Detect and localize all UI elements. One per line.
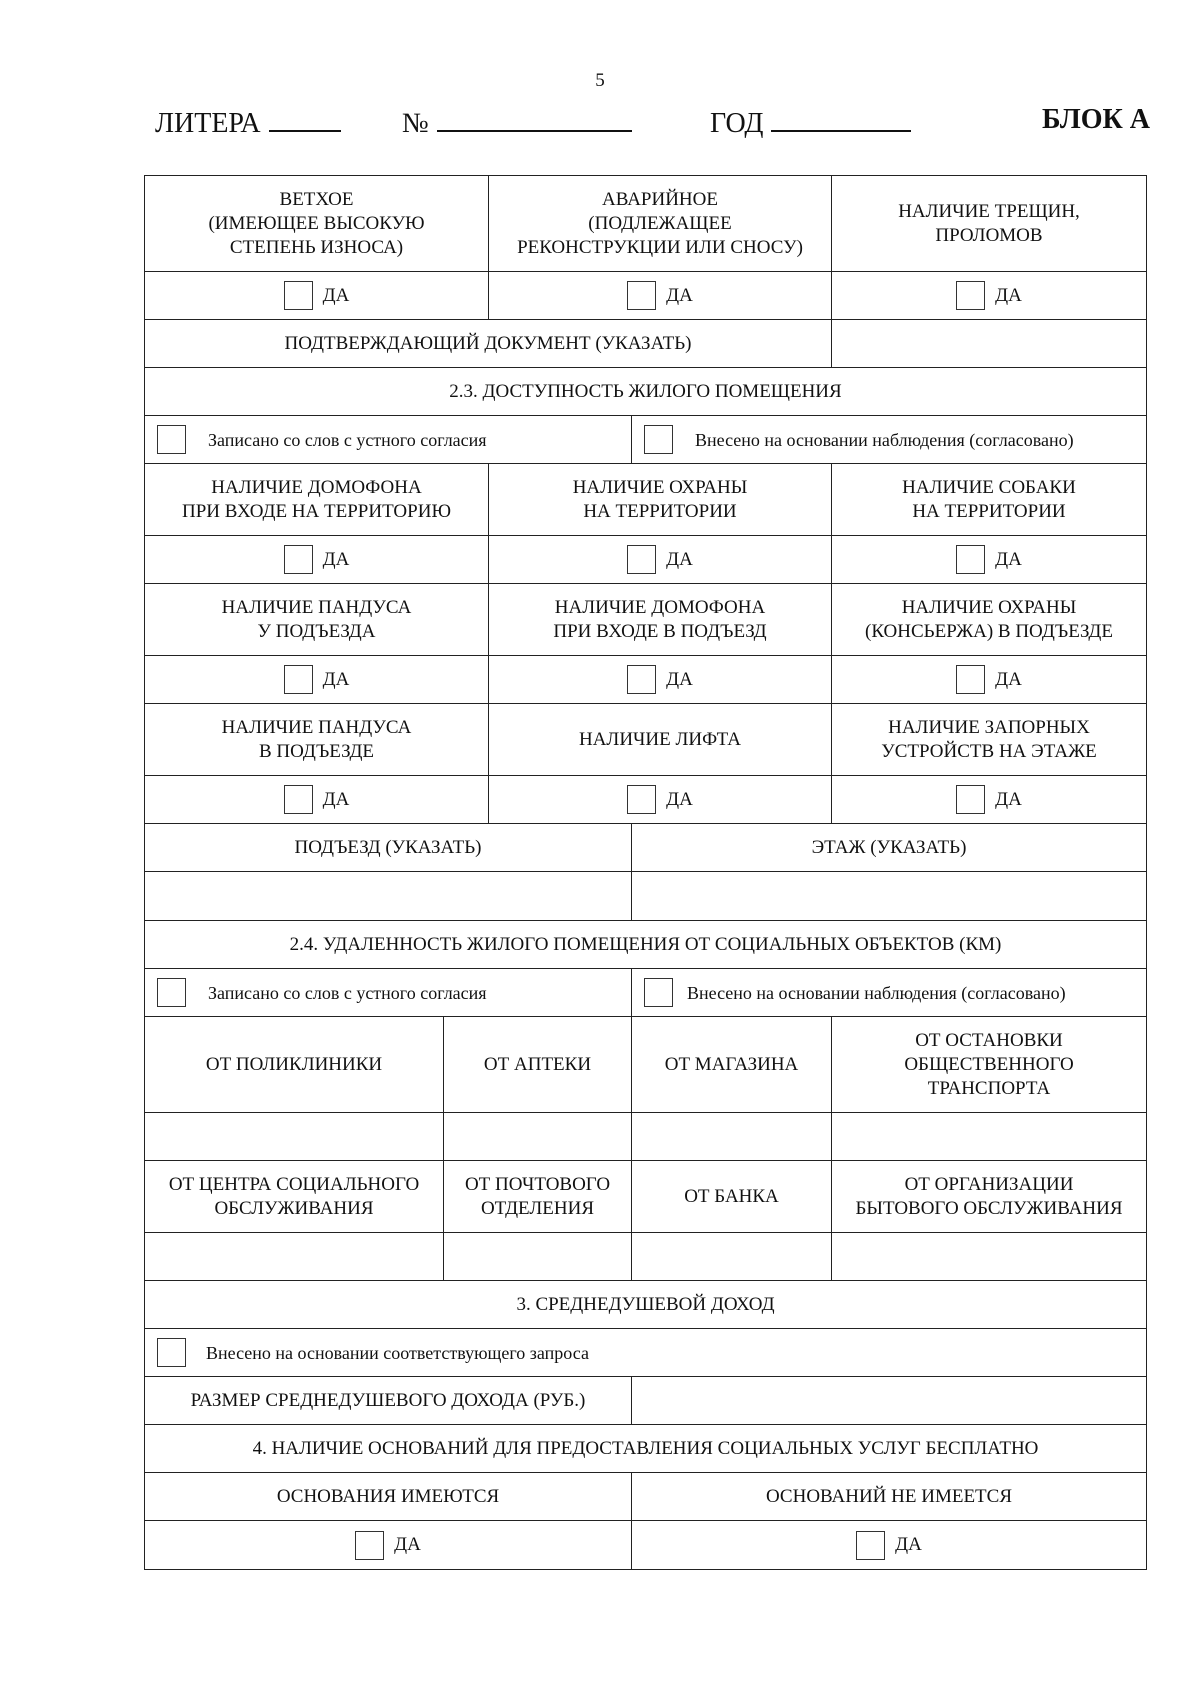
emergency-header: АВАРИЙНОЕ (ПОДЛЕЖАЩЕЕ РЕКОНСТРУКЦИИ ИЛИ СНОСУ) <box>488 175 832 272</box>
shop-distance-input[interactable] <box>631 1112 832 1161</box>
concierge-header: НАЛИЧИЕ ОХРАНЫ (КОНСЬЕРЖА) В ПОДЪЕЗДЕ <box>831 583 1147 656</box>
distance-observation-cell: Внесено на основании наблюдения (согласовано) <box>631 968 1147 1017</box>
concierge-yes: ДА <box>831 655 1147 704</box>
intercom-entrance-header: НАЛИЧИЕ ДОМОФОНА ПРИ ВХОДЕ В ПОДЪЕЗД <box>488 583 832 656</box>
emergency-yes-cell: ДА <box>488 271 832 320</box>
litera-label: ЛИТЕРА <box>155 108 261 139</box>
emergency-checkbox[interactable] <box>627 281 656 310</box>
observation-cell: Внесено на основании наблюдения (согласовано) <box>631 415 1147 464</box>
entrance-label: ПОДЪЕЗД (УКАЗАТЬ) <box>144 823 632 872</box>
household-services-header: ОТ ОРГАНИЗАЦИИ БЫТОВОГО ОБСЛУЖИВАНИЯ <box>831 1160 1147 1233</box>
number-label: № <box>402 108 429 139</box>
intercom-territory-header: НАЛИЧИЕ ДОМОФОНА ПРИ ВХОДЕ НА ТЕРРИТОРИЮ <box>144 463 489 536</box>
no-grounds-yes: ДА <box>631 1520 1147 1570</box>
guard-territory-header: НАЛИЧИЕ ОХРАНЫ НА ТЕРРИТОРИИ <box>488 463 832 536</box>
cracks-checkbox[interactable] <box>956 281 985 310</box>
pharmacy-header: ОТ АПТЕКИ <box>443 1016 632 1113</box>
oral-consent-cell: Записано со слов с устного согласия <box>144 415 632 464</box>
ramp-entrance-checkbox[interactable] <box>284 665 313 694</box>
income-size-label: РАЗМЕР СРЕДНЕДУШЕВОГО ДОХОДА (РУБ.) <box>144 1376 632 1425</box>
distance-oral-consent-checkbox[interactable] <box>157 978 186 1007</box>
ramp-entrance-header: НАЛИЧИЕ ПАНДУСА У ПОДЪЕЗДА <box>144 583 489 656</box>
entrance-input[interactable] <box>144 871 632 921</box>
floor-label: ЭТАЖ (УКАЗАТЬ) <box>631 823 1147 872</box>
locking-devices-checkbox[interactable] <box>956 785 985 814</box>
locking-devices-yes: ДА <box>831 775 1147 824</box>
cracks-header: НАЛИЧИЕ ТРЕЩИН, ПРОЛОМОВ <box>831 175 1147 272</box>
pharmacy-distance-input[interactable] <box>443 1112 632 1161</box>
transport-stop-distance-input[interactable] <box>831 1112 1147 1161</box>
post-office-distance-input[interactable] <box>443 1232 632 1281</box>
clinic-distance-input[interactable] <box>144 1112 444 1161</box>
guard-territory-checkbox[interactable] <box>627 545 656 574</box>
elevator-yes: ДА <box>488 775 832 824</box>
ramp-entrance-yes: ДА <box>144 655 489 704</box>
dog-territory-yes: ДА <box>831 535 1147 584</box>
income-request-checkbox[interactable] <box>157 1338 186 1367</box>
no-grounds-checkbox[interactable] <box>856 1531 885 1560</box>
income-request-cell: Внесено на основании соответствующего запроса <box>144 1328 1147 1377</box>
oral-consent-checkbox[interactable] <box>157 425 186 454</box>
dilapidated-yes-cell: ДА <box>144 271 489 320</box>
ramp-inside-header: НАЛИЧИЕ ПАНДУСА В ПОДЪЕЗДЕ <box>144 703 489 776</box>
section-2-3-title: 2.3. ДОСТУПНОСТЬ ЖИЛОГО ПОМЕЩЕНИЯ <box>144 367 1147 416</box>
section-2-4-title: 2.4. УДАЛЕННОСТЬ ЖИЛОГО ПОМЕЩЕНИЯ ОТ СОЦИАЛЬНЫХ ОБЪЕКТОВ (КМ) <box>144 920 1147 969</box>
distance-observation-checkbox[interactable] <box>644 978 673 1007</box>
year-label: ГОД <box>710 108 764 139</box>
transport-stop-header: ОТ ОСТАНОВКИ ОБЩЕСТВЕННОГО ТРАНСПОРТА <box>831 1016 1147 1113</box>
clinic-header: ОТ ПОЛИКЛИНИКИ <box>144 1016 444 1113</box>
post-office-header: ОТ ПОЧТОВОГО ОТДЕЛЕНИЯ <box>443 1160 632 1233</box>
section-3-title: 3. СРЕДНЕДУШЕВОЙ ДОХОД <box>144 1280 1147 1329</box>
dog-territory-header: НАЛИЧИЕ СОБАКИ НА ТЕРРИТОРИИ <box>831 463 1147 536</box>
grounds-exist-checkbox[interactable] <box>355 1531 384 1560</box>
block-title: БЛОК А <box>1042 104 1150 135</box>
intercom-territory-checkbox[interactable] <box>284 545 313 574</box>
document-input[interactable] <box>831 319 1147 368</box>
section-4-title: 4. НАЛИЧИЕ ОСНОВАНИЙ ДЛЯ ПРЕДОСТАВЛЕНИЯ СОЦИАЛЬНЫХ УСЛУГ БЕСПЛАТНО <box>144 1424 1147 1473</box>
dilapidated-checkbox[interactable] <box>284 281 313 310</box>
bank-distance-input[interactable] <box>631 1232 832 1281</box>
elevator-checkbox[interactable] <box>627 785 656 814</box>
concierge-checkbox[interactable] <box>956 665 985 694</box>
shop-header: ОТ МАГАЗИНА <box>631 1016 832 1113</box>
floor-input[interactable] <box>631 871 1147 921</box>
ramp-inside-checkbox[interactable] <box>284 785 313 814</box>
document-label: ПОДТВЕРЖДАЮЩИЙ ДОКУМЕНТ (УКАЗАТЬ) <box>144 319 832 368</box>
bank-header: ОТ БАНКА <box>631 1160 832 1233</box>
ramp-inside-yes: ДА <box>144 775 489 824</box>
distance-oral-consent-cell: Записано со слов с устного согласия <box>144 968 632 1017</box>
dilapidated-header: ВЕТХОЕ (ИМЕЮЩЕЕ ВЫСОКУЮ СТЕПЕНЬ ИЗНОСА) <box>144 175 489 272</box>
social-center-distance-input[interactable] <box>144 1232 444 1281</box>
no-grounds-label: ОСНОВАНИЙ НЕ ИМЕЕТСЯ <box>631 1472 1147 1521</box>
intercom-territory-yes: ДА <box>144 535 489 584</box>
income-size-input[interactable] <box>631 1376 1147 1425</box>
page-number: 5 <box>595 70 605 91</box>
social-center-header: ОТ ЦЕНТРА СОЦИАЛЬНОГО ОБСЛУЖИВАНИЯ <box>144 1160 444 1233</box>
locking-devices-header: НАЛИЧИЕ ЗАПОРНЫХ УСТРОЙСТВ НА ЭТАЖЕ <box>831 703 1147 776</box>
cracks-yes-cell: ДА <box>831 271 1147 320</box>
guard-territory-yes: ДА <box>488 535 832 584</box>
intercom-entrance-yes: ДА <box>488 655 832 704</box>
household-services-distance-input[interactable] <box>831 1232 1147 1281</box>
elevator-header: НАЛИЧИЕ ЛИФТА <box>488 703 832 776</box>
grounds-exist-yes: ДА <box>144 1520 632 1570</box>
dog-territory-checkbox[interactable] <box>956 545 985 574</box>
grounds-exist-label: ОСНОВАНИЯ ИМЕЮТСЯ <box>144 1472 632 1521</box>
observation-checkbox[interactable] <box>644 425 673 454</box>
intercom-entrance-checkbox[interactable] <box>627 665 656 694</box>
